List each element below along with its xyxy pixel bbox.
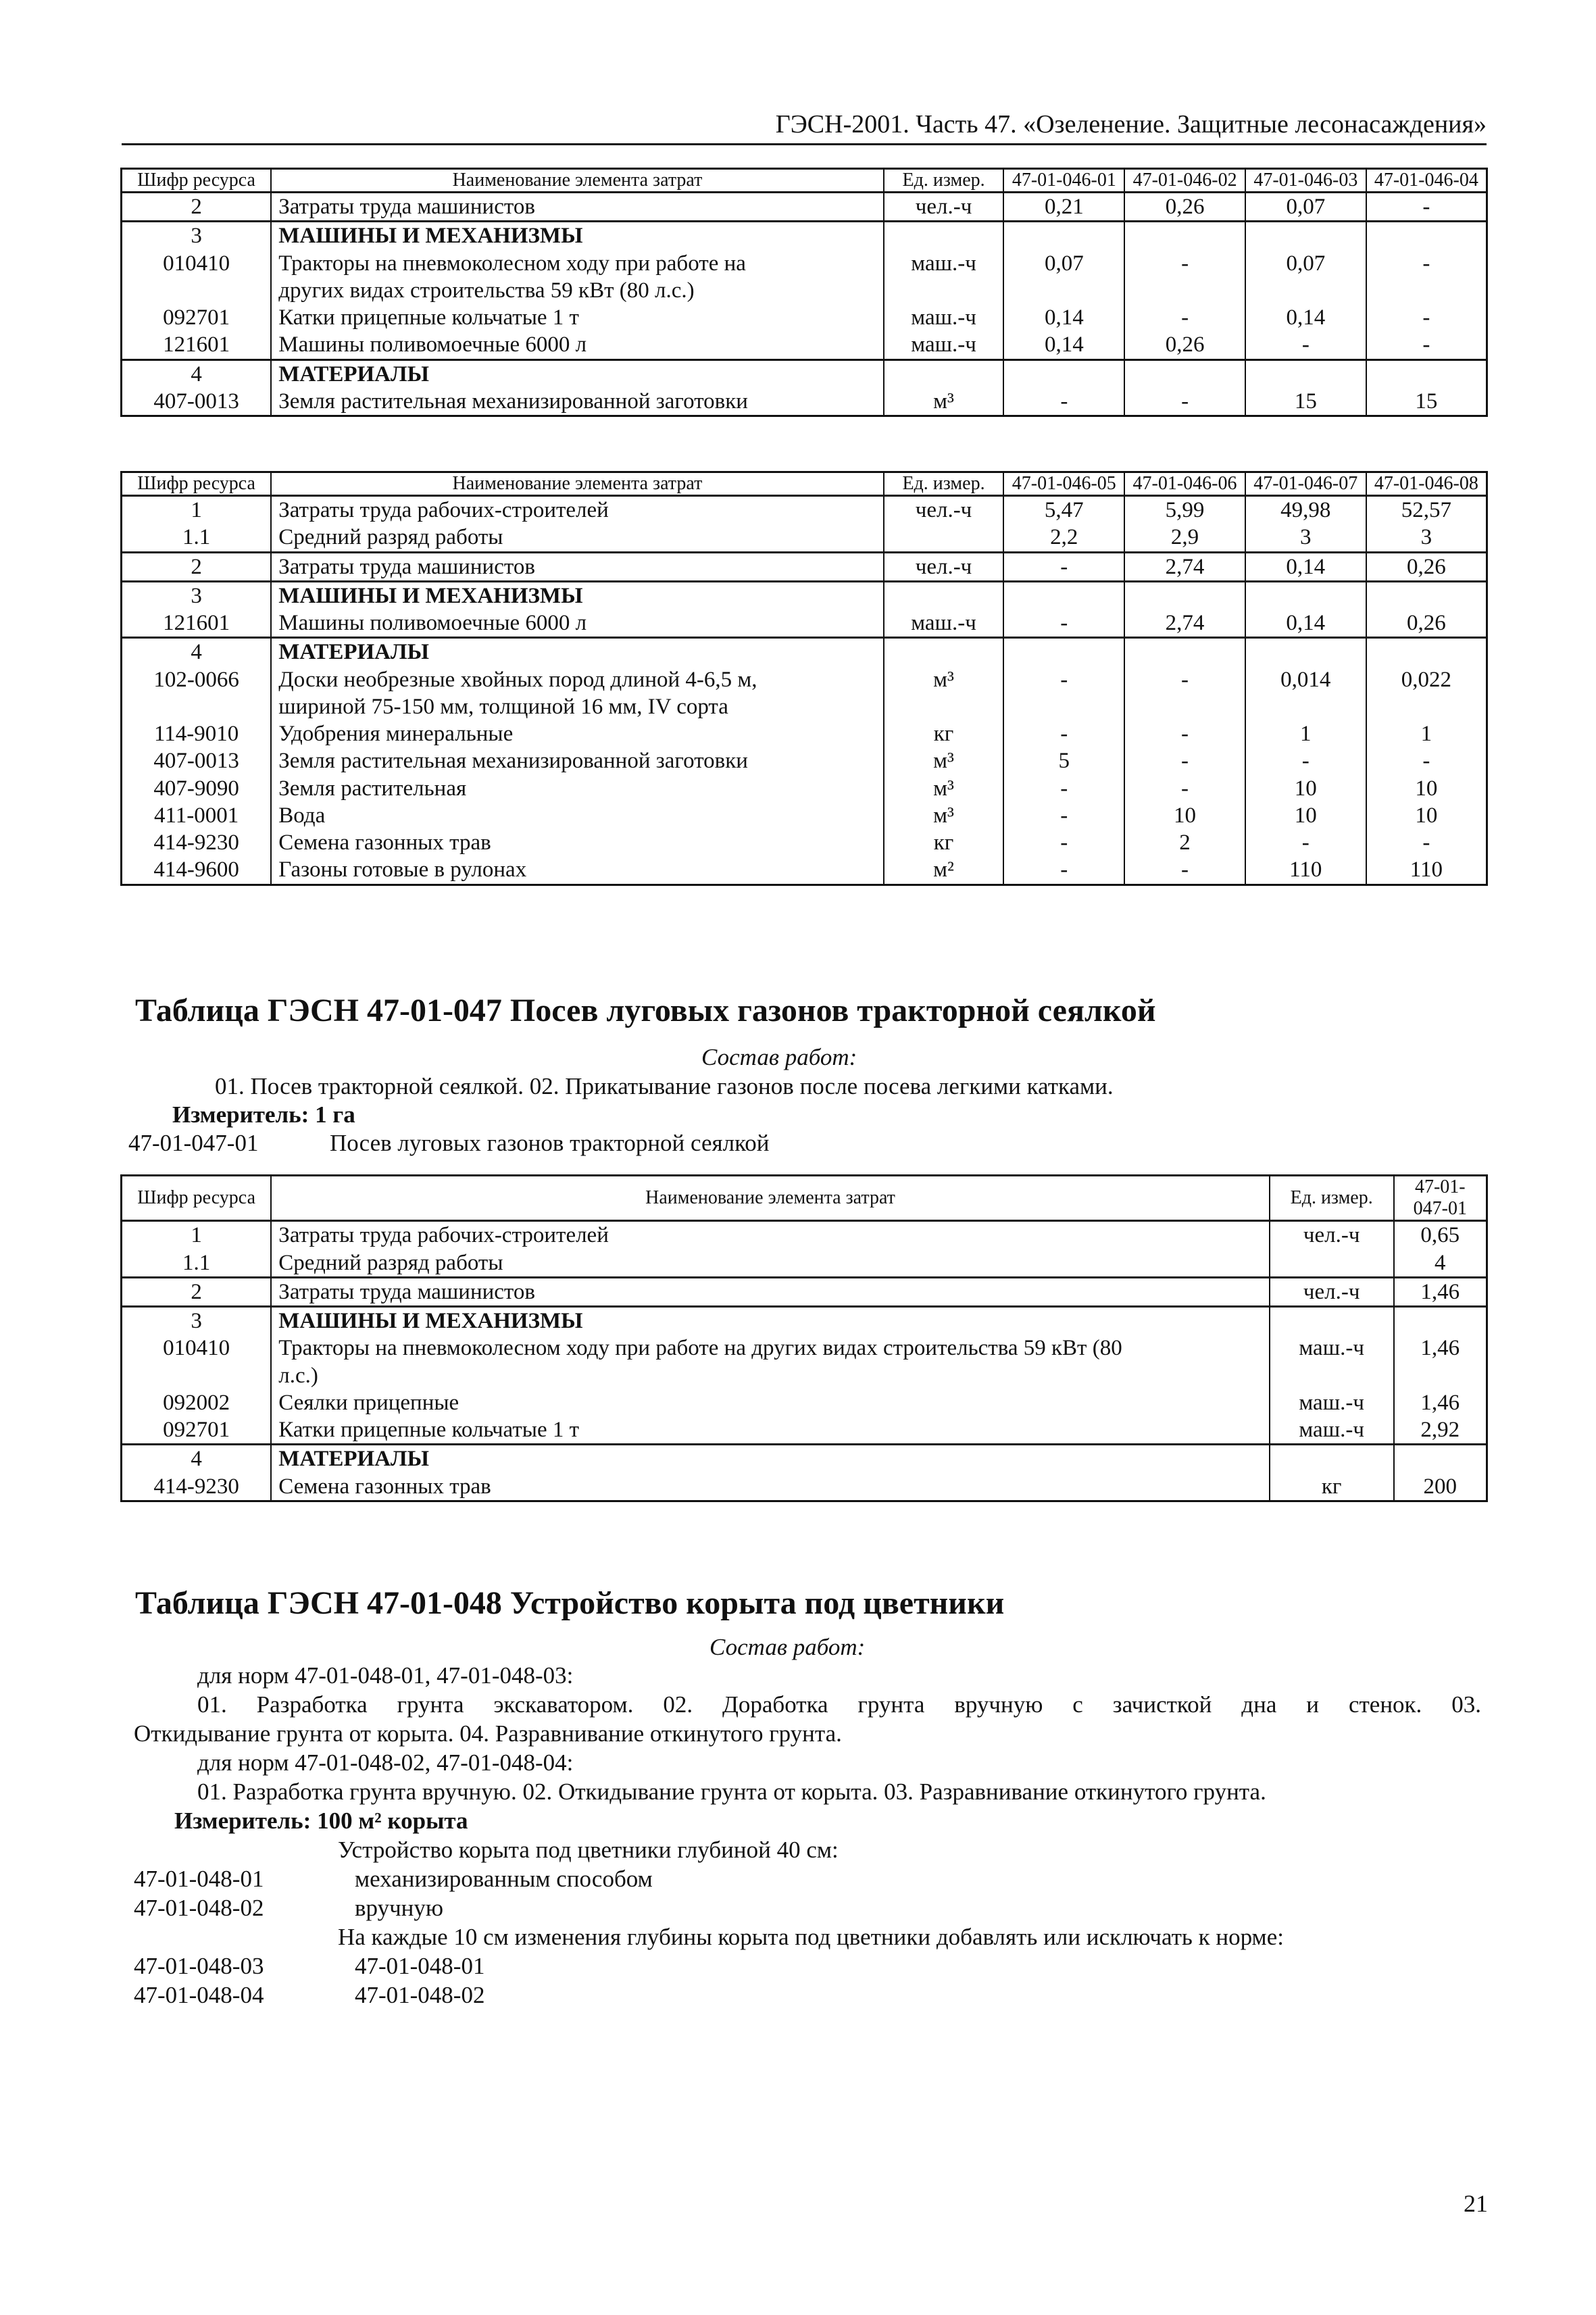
unit: кг — [1270, 1473, 1394, 1501]
table-row — [122, 720, 1487, 747]
col-header-name: Наименование элемента затрат — [271, 1176, 1269, 1221]
norm-value: - — [1366, 250, 1487, 277]
table-row — [122, 666, 1487, 693]
cost-element-name: л.с.) — [271, 1362, 1269, 1389]
table-row — [122, 829, 1487, 856]
norm-value — [1003, 638, 1124, 666]
table-row — [122, 304, 1487, 331]
norm-value: 1,46 — [1394, 1277, 1487, 1306]
table-row — [122, 581, 1487, 609]
resource-code: 114-9010 — [122, 720, 272, 747]
norm-value: 0,07 — [1245, 193, 1366, 222]
resource-table-047-01 — [120, 1174, 1488, 1502]
norm-value — [1366, 222, 1487, 250]
norm-value: 10 — [1366, 775, 1487, 802]
unit: чел.-ч — [884, 193, 1004, 222]
table-047-title: Таблица ГЭСН 47-01-047 Посев луговых газонов тракторной сеялкой — [135, 993, 1156, 1028]
norm-code-048-02: 47-01-048-02 — [134, 1895, 264, 1921]
unit — [884, 638, 1004, 666]
norm-value — [1366, 277, 1487, 304]
cost-element-name: Машины поливомоечные 6000 л — [271, 609, 883, 638]
norm-value — [1124, 693, 1245, 720]
norm-value: 0,14 — [1245, 304, 1366, 331]
norm-name-048-03: 47-01-048-01 — [355, 1953, 485, 1979]
resource-code: 092701 — [122, 304, 272, 331]
table-row — [122, 609, 1487, 638]
cost-element-name: Удобрения минеральные — [271, 720, 883, 747]
cost-element-name: Доски необрезные хвойных пород длиной 4-6,5 м, — [271, 666, 883, 693]
resource-code: 121601 — [122, 609, 272, 638]
cost-element-name: Тракторы на пневмоколесном ходу при работе на — [271, 250, 883, 277]
norm-value — [1245, 638, 1366, 666]
norm-value: 2,74 — [1124, 552, 1245, 581]
norm-value: - — [1366, 304, 1487, 331]
header-row — [122, 1176, 1487, 1221]
cost-element-name: Затраты труда машинистов — [271, 1277, 1269, 1306]
cost-element-name: МАТЕРИАЛЫ — [271, 1445, 1269, 1473]
norm-value: 15 — [1366, 388, 1487, 416]
depth-change-note: На каждые 10 см изменения глубины корыта под цветники добавлять или исключать к норме: — [338, 1924, 1284, 1950]
table-row — [122, 775, 1487, 802]
norm-value: 3 — [1245, 524, 1366, 552]
table-row — [122, 524, 1487, 552]
page-number: 21 — [1464, 2190, 1488, 2217]
unit: маш.-ч — [884, 304, 1004, 331]
resource-code: 1 — [122, 496, 272, 524]
composition-label-047: Состав работ: — [701, 1044, 857, 1070]
resource-code: 414-9600 — [122, 856, 272, 885]
cost-element-name: Катки прицепные кольчатые 1 т — [271, 1416, 1269, 1445]
cost-element-name: Вода — [271, 802, 883, 829]
cost-element-name: Земля растительная — [271, 775, 883, 802]
unit — [1270, 1307, 1394, 1335]
for-norms-2: для норм 47-01-048-02, 47-01-048-04: — [197, 1749, 574, 1776]
resource-code: 407-0013 — [122, 388, 272, 416]
norm-value — [1366, 359, 1487, 388]
norm-value: 0,26 — [1124, 193, 1245, 222]
norm-value: - — [1003, 552, 1124, 581]
resource-code: 2 — [122, 1277, 272, 1306]
norm-name-048-02: вручную — [355, 1895, 444, 1921]
norm-value — [1366, 693, 1487, 720]
norm-name-047-01: Посев луговых газонов тракторной сеялкой — [330, 1130, 770, 1156]
norm-value — [1245, 581, 1366, 609]
resource-code: 102-0066 — [122, 666, 272, 693]
resource-code: 3 — [122, 222, 272, 250]
header-row — [122, 169, 1487, 193]
col-header-norm: 47-01-046-03 — [1245, 169, 1366, 193]
resource-code: 4 — [122, 359, 272, 388]
table-048-title: Таблица ГЭСН 47-01-048 Устройство корыта под цветники — [135, 1585, 1005, 1621]
norm-value: - — [1366, 747, 1487, 774]
table-row — [122, 1221, 1487, 1249]
norm-value: 10 — [1245, 775, 1366, 802]
unit — [1270, 1249, 1394, 1278]
resource-code: 1 — [122, 1221, 272, 1249]
norm-value: - — [1124, 250, 1245, 277]
unit: маш.-ч — [1270, 1335, 1394, 1362]
table-row — [122, 1307, 1487, 1335]
unit — [1270, 1445, 1394, 1473]
table-row — [122, 638, 1487, 666]
norm-code-048-04: 47-01-048-04 — [134, 1982, 264, 2008]
unit — [884, 359, 1004, 388]
norm-value — [1124, 222, 1245, 250]
resource-code: 411-0001 — [122, 802, 272, 829]
norm-value: 10 — [1245, 802, 1366, 829]
unit — [1270, 1362, 1394, 1389]
cost-element-name: Семена газонных трав — [271, 829, 883, 856]
norm-value: 0,022 — [1366, 666, 1487, 693]
cost-element-name: МАШИНЫ И МЕХАНИЗМЫ — [271, 581, 883, 609]
norm-value — [1003, 222, 1124, 250]
unit: м³ — [884, 775, 1004, 802]
resource-code: 092701 — [122, 1416, 272, 1445]
resource-code — [122, 693, 272, 720]
cost-element-name: Семена газонных трав — [271, 1473, 1269, 1501]
unit — [884, 693, 1004, 720]
col-header-code: Шифр ресурса — [122, 472, 272, 496]
col-header-code: Шифр ресурса — [122, 1176, 272, 1221]
norm-value: 1 — [1366, 720, 1487, 747]
resource-code: 4 — [122, 638, 272, 666]
cost-element-name: Затраты труда рабочих-строителей — [271, 1221, 1269, 1249]
col-header-norm: 47-01-046-04 — [1366, 169, 1487, 193]
resource-code: 1.1 — [122, 1249, 272, 1278]
col-header-norm: 47-01-046-01 — [1003, 169, 1124, 193]
norm-value: - — [1003, 802, 1124, 829]
norm-code-048-03: 47-01-048-03 — [134, 1953, 264, 1979]
works-048-2: 01. Разработка грунта вручную. 02. Откидывание грунта от корыта. 03. Разравнивание откинутого грунта. — [197, 1778, 1266, 1805]
norm-value — [1124, 581, 1245, 609]
table-row — [122, 1473, 1487, 1501]
table-row — [122, 1389, 1487, 1416]
resource-table-046-01-04 — [120, 168, 1488, 417]
norm-value — [1394, 1362, 1487, 1389]
unit: чел.-ч — [884, 552, 1004, 581]
col-header-norm: 47-01-046-07 — [1245, 472, 1366, 496]
norm-value: - — [1366, 193, 1487, 222]
norm-value: - — [1245, 747, 1366, 774]
resource-code: 4 — [122, 1445, 272, 1473]
table-row — [122, 747, 1487, 774]
norm-value: 52,57 — [1366, 496, 1487, 524]
running-header: ГЭСН-2001. Часть 47. «Озеленение. Защитные лесонасаждения» — [122, 109, 1487, 145]
col-header-unit: Ед. измер. — [1270, 1176, 1394, 1221]
resource-code: 092002 — [122, 1389, 272, 1416]
col-header-norm: 47-01-046-05 — [1003, 472, 1124, 496]
norm-value: 15 — [1245, 388, 1366, 416]
table-row — [122, 552, 1487, 581]
norm-value: 110 — [1366, 856, 1487, 885]
table-row — [122, 1335, 1487, 1362]
norm-value — [1003, 581, 1124, 609]
norm-code-048-01: 47-01-048-01 — [134, 1866, 264, 1892]
norm-value: - — [1124, 747, 1245, 774]
norm-value — [1245, 222, 1366, 250]
norm-value: 0,65 — [1394, 1221, 1487, 1249]
norm-value: 0,07 — [1245, 250, 1366, 277]
norm-value: 49,98 — [1245, 496, 1366, 524]
cost-element-name: МАТЕРИАЛЫ — [271, 638, 883, 666]
meter-048: Измеритель: 100 м² корыта — [174, 1808, 468, 1834]
resource-code: 1.1 — [122, 524, 272, 552]
norm-value: - — [1003, 829, 1124, 856]
table-row — [122, 1445, 1487, 1473]
norm-value — [1245, 359, 1366, 388]
for-norms-1: для норм 47-01-048-01, 47-01-048-03: — [197, 1662, 574, 1689]
col-header-name: Наименование элемента затрат — [271, 472, 883, 496]
norm-value: 0,21 — [1003, 193, 1124, 222]
norm-value — [1003, 359, 1124, 388]
cost-element-name: Средний разряд работы — [271, 1249, 1269, 1278]
norm-value: 2 — [1124, 829, 1245, 856]
norm-name-048-04: 47-01-048-02 — [355, 1982, 485, 2008]
col-header-unit: Ед. измер. — [884, 472, 1004, 496]
unit — [884, 222, 1004, 250]
norm-value: 5 — [1003, 747, 1124, 774]
norm-value: 0,14 — [1245, 552, 1366, 581]
cost-element-name: МАШИНЫ И МЕХАНИЗМЫ — [271, 1307, 1269, 1335]
norm-value: 0,26 — [1366, 609, 1487, 638]
works-048-1b: Откидывание грунта от корыта. 04. Разравнивание откинутого грунта. — [134, 1720, 842, 1747]
table-row — [122, 250, 1487, 277]
norm-value: 0,26 — [1124, 331, 1245, 359]
norm-value: - — [1124, 775, 1245, 802]
col-header-code: Шифр ресурса — [122, 169, 272, 193]
unit: м³ — [884, 747, 1004, 774]
col-header-norm: 47-01-047-01 — [1394, 1176, 1487, 1221]
norm-value: 5,99 — [1124, 496, 1245, 524]
composition-label-048: Состав работ: — [709, 1634, 866, 1660]
norm-value — [1124, 638, 1245, 666]
norm-value: 2,74 — [1124, 609, 1245, 638]
resource-code: 407-0013 — [122, 747, 272, 774]
unit: маш.-ч — [884, 250, 1004, 277]
cost-element-name: Земля растительная механизированной заготовки — [271, 747, 883, 774]
resource-table-046-05-08 — [120, 471, 1488, 886]
norm-value: 5,47 — [1003, 496, 1124, 524]
resource-code: 3 — [122, 581, 272, 609]
col-header-norm: 47-01-046-02 — [1124, 169, 1245, 193]
meter-047: Измеритель: 1 га — [172, 1101, 355, 1128]
norm-value — [1124, 277, 1245, 304]
norm-value: 2,2 — [1003, 524, 1124, 552]
norm-value: 0,14 — [1003, 304, 1124, 331]
norm-value: 10 — [1366, 802, 1487, 829]
col-header-norm: 47-01-046-08 — [1366, 472, 1487, 496]
norm-value: 0,14 — [1245, 609, 1366, 638]
unit: чел.-ч — [1270, 1221, 1394, 1249]
unit: м³ — [884, 388, 1004, 416]
cost-element-name: Тракторы на пневмоколесном ходу при работе на других видах строительства 59 кВт (80 — [271, 1335, 1269, 1362]
resource-code — [122, 277, 272, 304]
table-row — [122, 856, 1487, 885]
cost-element-name: Средний разряд работы — [271, 524, 883, 552]
table-row — [122, 359, 1487, 388]
norm-value: 10 — [1124, 802, 1245, 829]
cost-element-name: Машины поливомоечные 6000 л — [271, 331, 883, 359]
norm-value: - — [1124, 720, 1245, 747]
norm-value — [1003, 693, 1124, 720]
norm-value: - — [1124, 304, 1245, 331]
norm-value: 1,46 — [1394, 1389, 1487, 1416]
cost-element-name: Затраты труда рабочих-строителей — [271, 496, 883, 524]
norm-value: - — [1003, 720, 1124, 747]
table-row — [122, 193, 1487, 222]
table-row — [122, 388, 1487, 416]
table-row — [122, 1249, 1487, 1278]
table-row — [122, 1277, 1487, 1306]
unit: чел.-ч — [884, 496, 1004, 524]
resource-code: 010410 — [122, 1335, 272, 1362]
norm-value: - — [1003, 388, 1124, 416]
resource-code: 121601 — [122, 331, 272, 359]
table-row — [122, 331, 1487, 359]
unit: маш.-ч — [884, 609, 1004, 638]
table-row — [122, 1362, 1487, 1389]
norm-value: - — [1366, 829, 1487, 856]
norm-value: 2,92 — [1394, 1416, 1487, 1445]
unit: кг — [884, 829, 1004, 856]
norm-value: - — [1003, 609, 1124, 638]
norm-value: - — [1245, 829, 1366, 856]
norm-value: - — [1366, 331, 1487, 359]
norm-value: 0,14 — [1003, 331, 1124, 359]
table-row — [122, 693, 1487, 720]
resource-code: 3 — [122, 1307, 272, 1335]
resource-code: 010410 — [122, 250, 272, 277]
cost-element-name: Газоны готовые в рулонах — [271, 856, 883, 885]
resource-code — [122, 1362, 272, 1389]
table-row — [122, 496, 1487, 524]
norm-value — [1394, 1445, 1487, 1473]
norm-value — [1245, 277, 1366, 304]
norm-value: - — [1003, 775, 1124, 802]
cost-element-name: других видах строительства 59 кВт (80 л.с.) — [271, 277, 883, 304]
unit: маш.-ч — [1270, 1389, 1394, 1416]
norm-name-048-01: механизированным способом — [355, 1866, 653, 1892]
depth-heading: Устройство корыта под цветники глубиной 40 см: — [338, 1837, 839, 1863]
works-047: 01. Посев тракторной сеялкой. 02. Прикатывание газонов после посева легкими катками. — [215, 1073, 1114, 1099]
cost-element-name: Земля растительная механизированной заготовки — [271, 388, 883, 416]
unit — [884, 524, 1004, 552]
cost-element-name: Затраты труда машинистов — [271, 552, 883, 581]
norm-value — [1124, 359, 1245, 388]
unit — [884, 581, 1004, 609]
unit: маш.-ч — [1270, 1416, 1394, 1445]
col-header-unit: Ед. измер. — [884, 169, 1004, 193]
unit: м³ — [884, 666, 1004, 693]
unit: м² — [884, 856, 1004, 885]
norm-value: 0,26 — [1366, 552, 1487, 581]
norm-value — [1003, 277, 1124, 304]
header-row — [122, 472, 1487, 496]
norm-code-047-01: 47-01-047-01 — [128, 1130, 259, 1156]
norm-value: - — [1245, 331, 1366, 359]
table-row — [122, 277, 1487, 304]
norm-value: 1,46 — [1394, 1335, 1487, 1362]
norm-value: - — [1003, 666, 1124, 693]
norm-value: 0,014 — [1245, 666, 1366, 693]
norm-value: 0,07 — [1003, 250, 1124, 277]
cost-element-name: МАШИНЫ И МЕХАНИЗМЫ — [271, 222, 883, 250]
resource-code: 407-9090 — [122, 775, 272, 802]
cost-element-name: МАТЕРИАЛЫ — [271, 359, 883, 388]
table-row — [122, 1416, 1487, 1445]
table-row — [122, 802, 1487, 829]
cost-element-name: Затраты труда машинистов — [271, 193, 883, 222]
table-row — [122, 222, 1487, 250]
resource-code: 2 — [122, 193, 272, 222]
cost-element-name: Сеялки прицепные — [271, 1389, 1269, 1416]
resource-code: 414-9230 — [122, 1473, 272, 1501]
norm-value: 2,9 — [1124, 524, 1245, 552]
norm-value: 200 — [1394, 1473, 1487, 1501]
norm-value: 1 — [1245, 720, 1366, 747]
norm-value: 3 — [1366, 524, 1487, 552]
unit: м³ — [884, 802, 1004, 829]
norm-value: - — [1124, 856, 1245, 885]
unit: кг — [884, 720, 1004, 747]
col-header-name: Наименование элемента затрат — [271, 169, 883, 193]
norm-value — [1394, 1307, 1487, 1335]
norm-value — [1366, 581, 1487, 609]
norm-value: 110 — [1245, 856, 1366, 885]
norm-value — [1366, 638, 1487, 666]
norm-value: 4 — [1394, 1249, 1487, 1278]
unit — [884, 277, 1004, 304]
norm-value: - — [1003, 856, 1124, 885]
resource-code: 2 — [122, 552, 272, 581]
col-header-norm: 47-01-046-06 — [1124, 472, 1245, 496]
unit: маш.-ч — [884, 331, 1004, 359]
works-048-1a: 01. Разработка грунта экскаватором. 02. Доработка грунта вручную с зачисткой дна и стенок. 03. — [197, 1691, 1481, 1718]
norm-value: - — [1124, 388, 1245, 416]
unit: чел.-ч — [1270, 1277, 1394, 1306]
cost-element-name: шириной 75-150 мм, толщиной 16 мм, IV сорта — [271, 693, 883, 720]
norm-value: - — [1124, 666, 1245, 693]
norm-value — [1245, 693, 1366, 720]
cost-element-name: Катки прицепные кольчатые 1 т — [271, 304, 883, 331]
resource-code: 414-9230 — [122, 829, 272, 856]
